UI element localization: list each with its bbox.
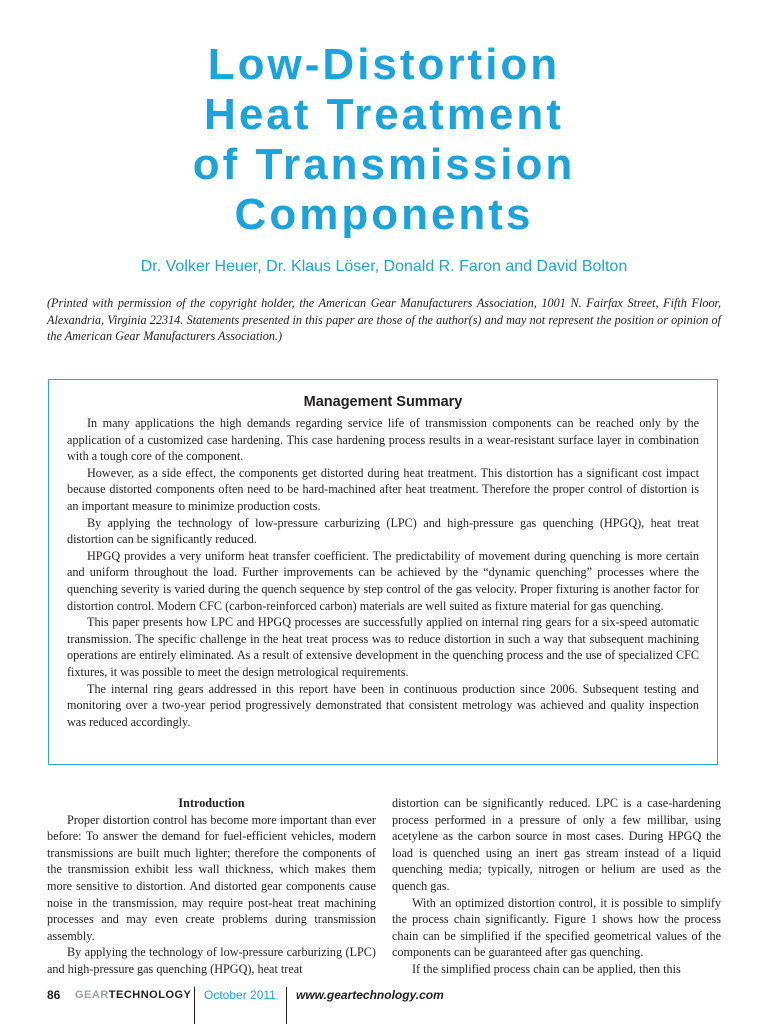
summary-paragraph: This paper presents how LPC and HPGQ processes are successfully applied on internal ring gears for a six-speed automatic transmission. The specific challenge in the heat treat process was to reduce distortion in such a way that subsequent machining operations are entirely eliminated. As a result of extensive development in the quenching process and the use of specialized CFC fixtures, it was possible to meet the design metrological requirements. bbox=[67, 615, 699, 679]
body-column-left bbox=[47, 795, 376, 978]
summary-paragraph: HPGQ provides a very uniform heat transfer coefficient. The predictability of movement during quenching is more certain and uniform throughout the load. Further improvements can be achieved by the “dynamic quenching” processes where the quenching severity is varied during the quench sequence by step control of the gas velocity. Proper fixturing is another factor for distortion control. Modern CFC (carbon-reinforced carbon) materials are well suited as fixture material for gas quenching. bbox=[67, 548, 699, 613]
management-summary-heading: Management Summary bbox=[303, 394, 463, 410]
magazine-logo bbox=[75, 989, 191, 1001]
footer-divider bbox=[286, 987, 287, 1024]
article-title bbox=[0, 40, 768, 240]
permission-note: (Printed with permission of the copyright holder, the American Gear Manufacturers Association, 1001 N. Fairfax Street, Fifth Floor, Alexandria, Virginia 22314. Statements presented in this paper are those of the author(s) and may not represent the position or opinion of the American Gear Manufacturers Association.) bbox=[47, 296, 721, 343]
management-summary-body bbox=[67, 415, 699, 730]
body-paragraph: Proper distortion control has become more important than ever before: To answer the demand for fuel-efficient vehicles, modern transmissions are built much lighter; therefore the components of the transmission exhibit less wall thickness, which makes them more sensitive to distortion. And distorted gear components cause noise in the transmission, may require post-heat treat machining processes and may even create problems during transmission assembly. bbox=[47, 812, 376, 943]
author-line: Dr. Volker Heuer, Dr. Klaus Löser, Donald R. Faron and David Bolton bbox=[140, 258, 628, 275]
logo-technology-text: TECHNOLOGY bbox=[108, 989, 192, 1001]
title-line: of Transmission bbox=[192, 140, 576, 189]
body-paragraph: If the simplified process chain can be applied, then this bbox=[412, 961, 681, 976]
title-line: Components bbox=[234, 190, 534, 239]
body-paragraph: With an optimized distortion control, it is possible to simplify the process chain significantly. Figure 1 shows how the process chain can be simplified if the specified geometrical values of the components can be guaranteed after gas quenching. bbox=[392, 895, 721, 960]
title-line: Heat Treatment bbox=[204, 90, 564, 139]
website-link[interactable]: www.geartechnology.com bbox=[296, 988, 444, 1002]
issue-date: October 2011 bbox=[204, 988, 276, 1002]
footer-divider bbox=[194, 987, 195, 1024]
summary-paragraph: In many applications the high demands regarding service life of transmission components can be reached only by the application of a customized case hardening. This case hardening process results in a wear-resistant surface layer in combination with a tough core of the component. bbox=[67, 416, 699, 464]
body-paragraph: distortion can be significantly reduced. LPC is a case-hardening process performed in a pressure of only a few millibar, using acetylene as the carbon source in most cases. During HPGQ the load is quenched using an inert gas stream instead of a liquid quenching media; typically, nitrogen or helium are used as the quench gas. bbox=[392, 796, 721, 893]
management-summary-box bbox=[48, 379, 718, 765]
summary-paragraph: The internal ring gears addressed in this report have been in continuous production since 2006. Subsequent testing and monitoring over a two-year period progressively demonstrated that consistent metrology was achieved and quality inspection was reduced accordingly. bbox=[67, 681, 699, 729]
summary-paragraph: By applying the technology of low-pressure carburizing (LPC) and high-pressure gas quenching (HPGQ), heat treat distortion can be significantly reduced. bbox=[67, 515, 699, 547]
body-paragraph: By applying the technology of low-pressure carburizing (LPC) and high-pressure gas quenching (HPGQ), heat treat bbox=[47, 945, 376, 976]
body-column-right bbox=[392, 795, 721, 978]
introduction-heading: Introduction bbox=[178, 796, 245, 810]
title-line: Low-Distortion bbox=[207, 40, 561, 89]
page-footer bbox=[0, 987, 768, 1024]
page-number: 86 bbox=[47, 988, 61, 1002]
logo-gear-text: GEAR bbox=[75, 989, 109, 1001]
summary-paragraph: However, as a side effect, the components get distorted during heat treatment. This distortion has a significant cost impact because distorted components often need to be hard-machined after heat treatment. Therefore the proper control of distortion is an important measure to minimize production costs. bbox=[67, 465, 699, 513]
